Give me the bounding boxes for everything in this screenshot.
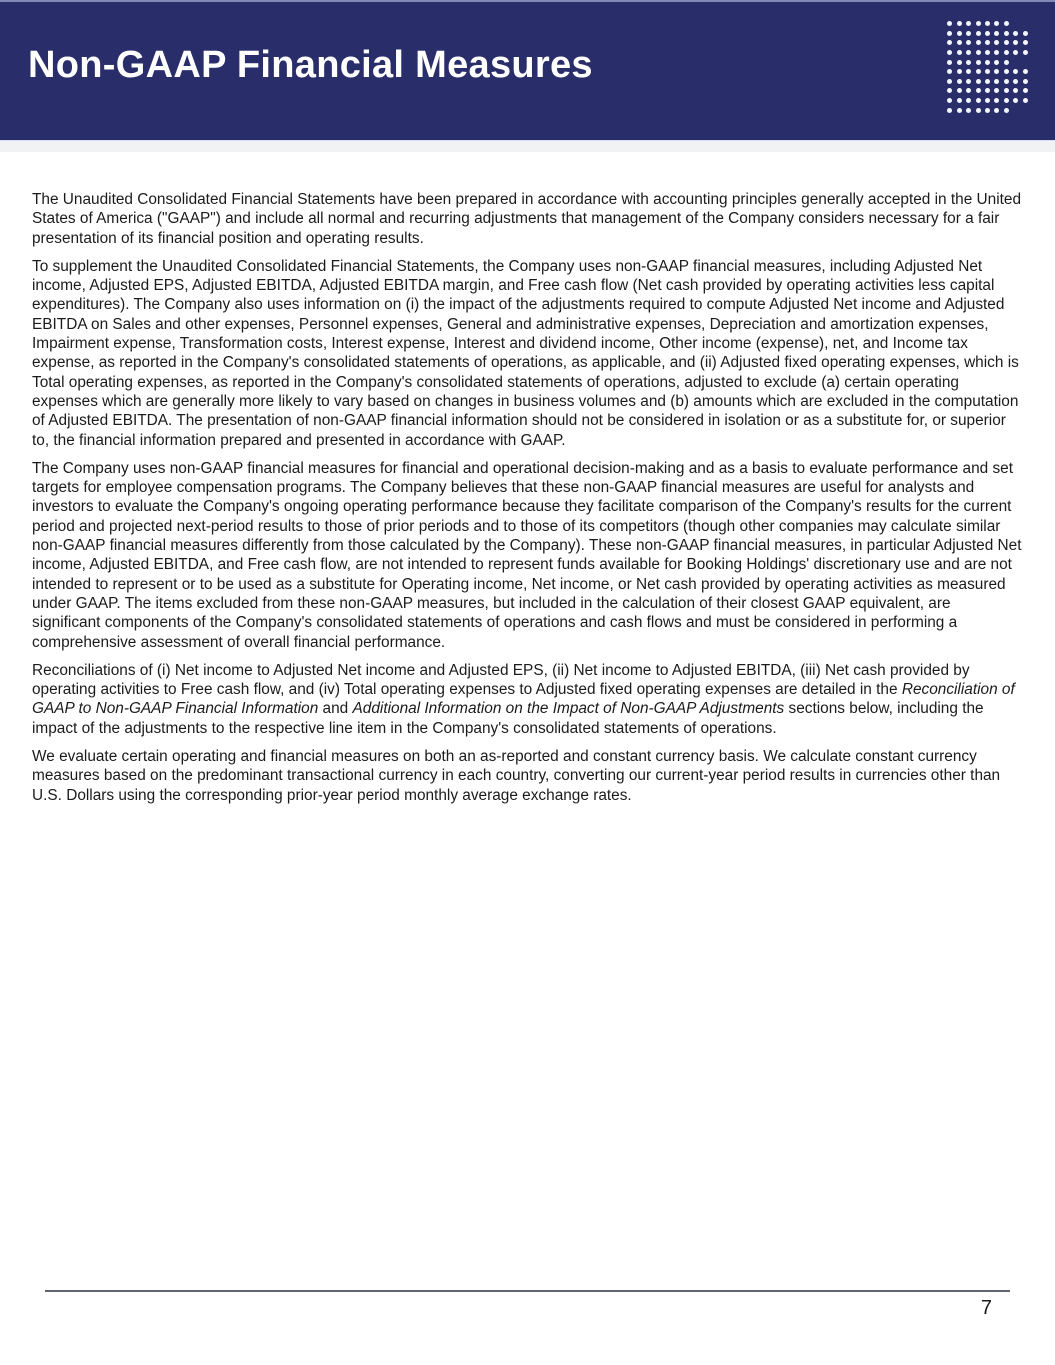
page-number: 7 (980, 1297, 992, 1319)
paragraph-measure-usage: The Company uses non-GAAP financial measures for financial and operational decision-making and as a basis to evaluate performance and set targets for employee compensation programs. The Company believes that these non-GAAP financial measures are useful for analysts and investors to evaluate the Company's ongoing operating performance because they facilitate comparison of the Company's results for the current period and projected next-period results to those of prior periods and to those of its competitors (though other companies may calculate similar non-GAAP financial measures differently from those calculated by the Company). These non-GAAP financial measures, in particular Adjusted Net income, Adjusted EBITDA, and Free cash flow, are not intended to represent funds available for Booking Holdings' discretionary use and are not intended to represent or to be used as a substitute for Operating income, Net income, or Net cash provided by operating activities as measured under GAAP. The items excluded from these non-GAAP measures, but included in the calculation of their closest GAAP equivalent, are significant components of the Company's consolidated statements of operations and cash flows and must be considered in performing a comprehensive assessment of overall financial performance. (32, 459, 1022, 651)
dot-pattern-row (947, 105, 1032, 115)
dot-pattern-row (947, 96, 1032, 106)
paragraph-constant-currency: We evaluate certain operating and financial measures on both an as-reported and constant currency basis. We calculate constant currency measures based on the predominant transactional currency in each country, converting our current-year period results in currencies other than U.S. Dollars using the corresponding prior-year period monthly average exchange rates. (32, 748, 1001, 804)
reconciliations-text-segment: sections below, including the impact of the adjustments to the respective line item in the Company's consolidated statements of operations. (32, 700, 984, 737)
reconciliation-section-title: Reconciliation of GAAP to Non-GAAP Financial Information (32, 681, 1015, 718)
paragraph-non-gaap-supplement: To supplement the Unaudited Consolidated Financial Statements, the Company uses non-GAAP financial measures, including Adjusted Net income, Adjusted EPS, Adjusted EBITDA, Adjusted EBITDA margin, and Free cash flow (Net cash provided by operating activities less capital expenditures). The Company also uses information on (i) the impact of the adjustments required to compute Adjusted Net income and Adjusted EBITDA on Sales and other expenses, Personnel expenses, General and administrative expenses, Depreciation and amortization expenses, Impairment expense, Transformation costs, Interest expense, Interest and dividend income, Other income (expense), net, and Income tax expense, as reported in the Company's consolidated statements of operations, as applicable, and (ii) Adjusted fixed operating expenses, which is Total operating expenses, as reported in the Company's consolidated statements of operations, adjusted to exclude (a) certain operating expenses which are generally more likely to vary based on changes in business volumes and (b) amounts which are excluded in the computation of Adjusted EBITDA. The presentation of non-GAAP financial information should not be considered in isolation or as a substitute for, or superior to, the financial information prepared and presented in accordance with GAAP. (32, 257, 1019, 449)
dot-pattern-row (947, 29, 1032, 39)
dot-pattern-row (947, 38, 1032, 48)
footer-divider-line (45, 1290, 1010, 1292)
dot-pattern-row (947, 67, 1032, 77)
page-title: Non-GAAP Financial Measures (28, 44, 593, 86)
dot-pattern-row (947, 19, 1032, 29)
dot-pattern-row (947, 48, 1032, 58)
body-text-block (0, 152, 1055, 805)
dot-pattern-row (947, 77, 1032, 87)
paragraph-reconciliations (32, 661, 1023, 738)
additional-information-section-title: Additional Information on the Impact of Non-GAAP Adjustments (352, 700, 785, 718)
dot-pattern-row (947, 57, 1032, 67)
header-accent-strip (0, 140, 1055, 152)
reconciliations-text-segment: Reconciliations of (i) Net income to Adjusted Net income and Adjusted EPS, (ii) Net income to Adjusted EBITDA, (iii) Net cash provided by operating activities to Free cash flow, and (iv) Total operating expenses to Adjusted fixed operating expenses are detailed in the (32, 661, 970, 699)
dot-pattern-icon (947, 19, 1032, 115)
page-header-banner (0, 0, 1055, 140)
paragraph-gaap-statements: The Unaudited Consolidated Financial Statements have been prepared in accordance with accounting principles generally accepted in the United States of America ("GAAP") and include all normal and recurring adjustments that management of the Company considers necessary for a fair presentation of its financial position and operating results. (32, 191, 1022, 247)
dot-pattern-row (947, 86, 1032, 96)
reconciliations-text-segment: and (318, 700, 353, 718)
